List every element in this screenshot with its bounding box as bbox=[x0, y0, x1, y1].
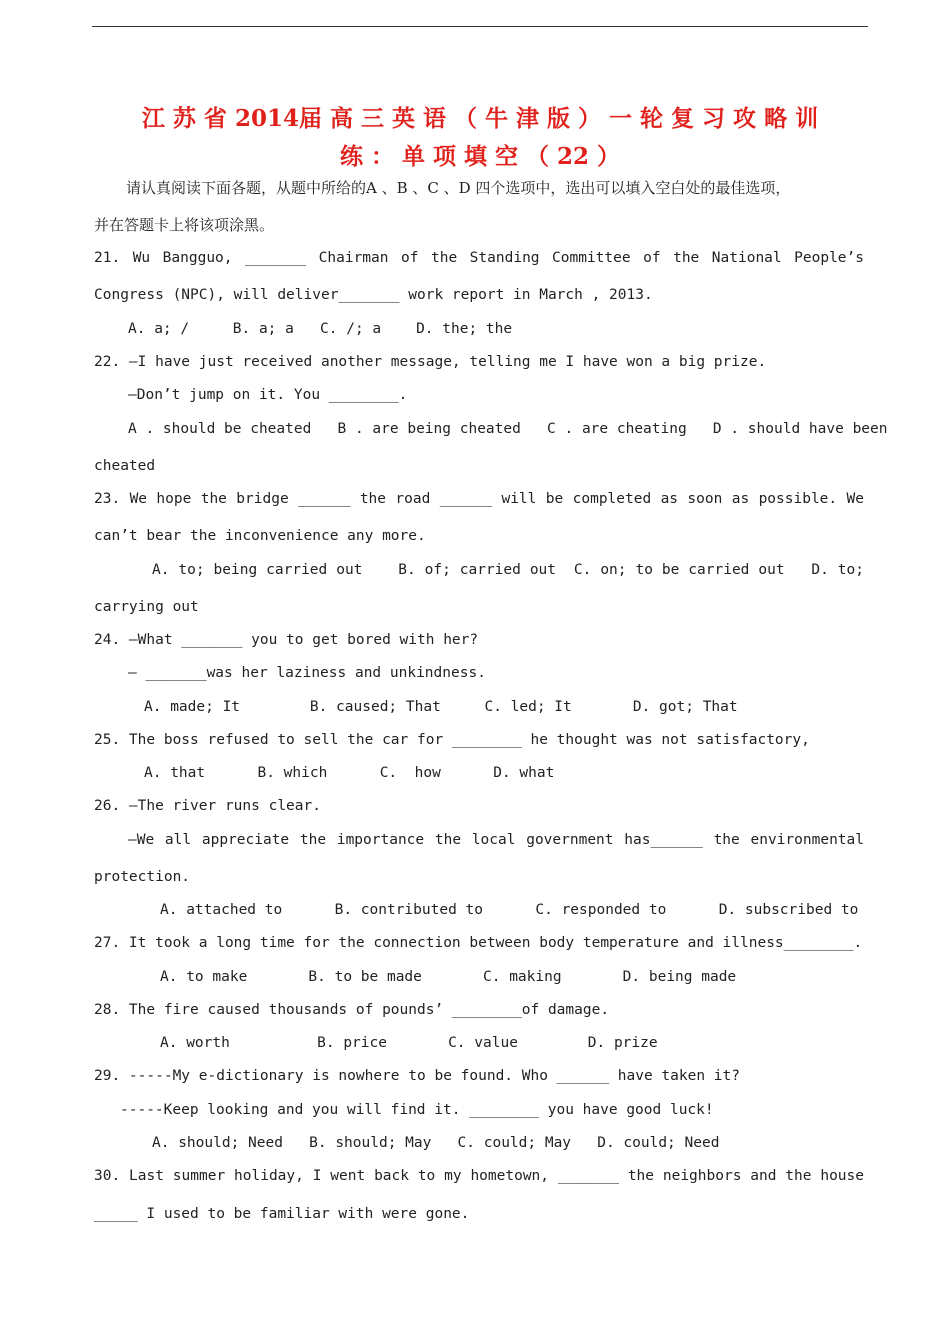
question-24-line-1: 24. —What _______ you to get bored with her? bbox=[94, 632, 479, 648]
question-29-line-1: 29. -----My e-dictionary is nowhere to be found. Who ______ have taken it? bbox=[94, 1068, 741, 1084]
question-24-line-2: — _______was her laziness and unkindness. bbox=[128, 665, 486, 681]
question-22-options: A . should be cheated B . are being cheated C . are cheating D . should have been bbox=[128, 421, 888, 437]
question-22-options-wrap: cheated bbox=[94, 458, 156, 474]
question-26-line-2: —We all appreciate the importance the local government has______ the environmental bbox=[128, 832, 864, 848]
question-23-options: A. to; being carried out B. of; carried out C. on; to be carried out D. to; bbox=[152, 562, 864, 578]
question-28-line-1: 28. The fire caused thousands of pounds’ ________of damage. bbox=[94, 1002, 610, 1018]
title-line-2: 练 ： 单 项 填 空 （ 22 ） bbox=[339, 143, 621, 170]
question-22-line-1: 22. —I have just received another message, telling me I have won a big prize. bbox=[94, 354, 767, 370]
question-25-options: A. that B. which C. how D. what bbox=[144, 765, 555, 781]
question-26-line-3: protection. bbox=[94, 869, 191, 885]
header-rule bbox=[92, 26, 868, 27]
question-21-line-1: 21. Wu Bangguo, _______ Chairman of the Standing Committee of the National People’s bbox=[94, 250, 864, 266]
question-23-options-wrap: carrying out bbox=[94, 599, 199, 615]
question-21-line-2: Congress (NPC), will deliver_______ work report in March , 2013. bbox=[94, 287, 653, 303]
question-21-options: A. a; / B. a; a C. /; a D. the; the bbox=[128, 321, 513, 337]
question-29-line-2: -----Keep looking and you will find it. ________ you have good luck! bbox=[120, 1102, 714, 1118]
instruction-line-2: 并在答题卡上将该项涂黑。 bbox=[94, 216, 275, 234]
question-30-line-2: _____ I used to be familiar with were gone. bbox=[94, 1206, 470, 1222]
question-23-line-2: can’t bear the inconvenience any more. bbox=[94, 528, 426, 544]
question-22-line-2: —Don’t jump on it. You ________. bbox=[128, 387, 408, 403]
title-line-1: 江 苏 省 2014届 高 三 英 语 （ 牛 津 版 ） 一 轮 复 习 攻 略 训 bbox=[141, 105, 819, 132]
question-27-options: A. to make B. to be made C. making D. being made bbox=[160, 969, 737, 985]
question-27-line-1: 27. It took a long time for the connection between body temperature and illness________. bbox=[94, 935, 863, 951]
question-26-options: A. attached to B. contributed to C. responded to D. subscribed to bbox=[160, 902, 859, 918]
question-23-line-1: 23. We hope the bridge ______ the road ______ will be completed as soon as possible. We bbox=[94, 491, 864, 507]
question-29-options: A. should; Need B. should; May C. could; May D. could; Need bbox=[152, 1135, 720, 1151]
question-26-line-1: 26. —The river runs clear. bbox=[94, 798, 321, 814]
question-28-options: A. worth B. price C. value D. prize bbox=[160, 1035, 658, 1051]
question-30-line-1: 30. Last summer holiday, I went back to my hometown, _______ the neighbors and the house bbox=[94, 1168, 864, 1184]
question-25-line-1: 25. The boss refused to sell the car for ________ he thought was not satisfactory, bbox=[94, 732, 810, 748]
question-24-options: A. made; It B. caused; That C. led; It D. got; That bbox=[144, 699, 738, 715]
instruction-line-1: 请认真阅读下面各题，从题中所给的A 、B 、C 、D 四个选项中，选出可以填入空白处的最佳选项， bbox=[126, 179, 791, 197]
